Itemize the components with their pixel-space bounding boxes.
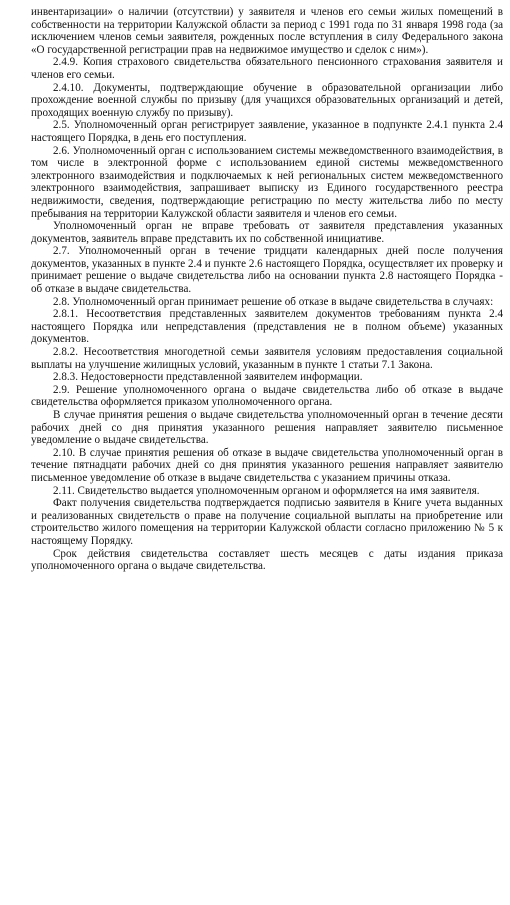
- paragraph-2-6-note: Уполномоченный орган не вправе требовать от заявителя представления указанных документов, заявитель вправе представить их по собственной инициативе.: [31, 220, 503, 245]
- paragraph-2-4-9: 2.4.9. Копия страхового свидетельства обязательного пенсионного страхования заявителя и членов его семьи.: [31, 56, 503, 81]
- paragraph-validity: Срок действия свидетельства составляет шесть месяцев с даты издания приказа уполномоченного органа о выдаче свидетельства.: [31, 547, 503, 573]
- document-body: [31, 6, 503, 573]
- paragraph-2-8-3: 2.8.3. Недостоверности представленной заявителем информации.: [53, 371, 363, 384]
- paragraph-receipt: Факт получения свидетельства подтверждается подписью заявителя в Книге учета выданных и реализованных свидетельств о праве на получение социальной выплаты на приобретение или строительство жилого помещения на территории Калужской области согласно приложению № 5 к настоящему Порядку.: [31, 497, 503, 547]
- paragraph-2-9-notice: В случае принятия решения о выдаче свидетельства уполномоченный орган в течение десяти рабочих дней со дня принятия указанного решения направляет заявителю письменное уведомление о выдаче свидетельства.: [31, 409, 503, 447]
- paragraph-2-6: 2.6. Уполномоченный орган с использованием системы межведомственного взаимодействия, в том числе в электронной форме с использованием единой системы межведомственного электронного взаимодействия и подключаемых к ней региональных систем межведомственного электронного взаимодействия, запрашивает выписку из Единого государственного реестра недвижимости, сведения, подтверждающие регистрацию по месту жительства либо по месту пребывания на территории Калужской области заявителя и членов его семьи.: [31, 144, 503, 220]
- paragraph-2-4-10: 2.4.10. Документы, подтверждающие обучение в образовательной организации либо прохождение военной службы по призыву (для учащихся образовательных организаций и детей, проходящих военную службу по призыву).: [31, 81, 503, 119]
- paragraph-2-9: 2.9. Решение уполномоченного органа о выдаче свидетельства либо об отказе в выдаче свидетельства оформляется приказом уполномоченного органа.: [31, 383, 503, 409]
- paragraph-2-11: 2.11. Свидетельство выдается уполномоченным органом и оформляется на имя заявителя.: [53, 484, 480, 497]
- paragraph-2-8-1: 2.8.1. Несоответствия представленных заявителем документов требованиям пункта 2.4 настоящего Порядка или непредставления (представления не в полном объеме) указанных документов.: [31, 308, 503, 346]
- paragraph-inventory-continuation: инвентаризации» о наличии (отсутствии) у заявителя и членов его семьи жилых помещений в собственности на территории Калужской области за период с 1991 года по 31 января 1998 года (за исключением членов семьи заявителя, рожденных после вступления в силу Федерального закона «О государственной регистрации прав на недвижимое имущество и сделок с ним»).: [31, 6, 503, 56]
- paragraph-2-5: 2.5. Уполномоченный орган регистрирует заявление, указанное в подпункте 2.4.1 пункта 2.4 настоящего Порядка, в день его поступления.: [31, 119, 503, 144]
- paragraph-2-8: 2.8. Уполномоченный орган принимает решение об отказе в выдаче свидетельства в случаях:: [53, 295, 494, 308]
- paragraph-2-8-2: 2.8.2. Несоответствия многодетной семьи заявителя условиям предоставления социальной выплаты на улучшение жилищных условий, указанным в пункте 1 статьи 7.1 Закона.: [31, 346, 503, 371]
- paragraph-2-7: 2.7. Уполномоченный орган в течение тридцати календарных дней после получения документов, указанных в пункте 2.4 и пункте 2.6 настоящего Порядка, осуществляет их проверку и принимает решение о выдаче свидетельства либо на основании пункта 2.8 настоящего Порядка - об отказе в выдаче свидетельства.: [31, 245, 503, 296]
- paragraph-2-10: 2.10. В случае принятия решения об отказе в выдаче свидетельства уполномоченный орган в течение пятнадцати рабочих дней со дня принятия указанного решения направляет заявителю письменное уведомление об отказе в выдаче свидетельства с указанием причины отказа.: [31, 446, 503, 484]
